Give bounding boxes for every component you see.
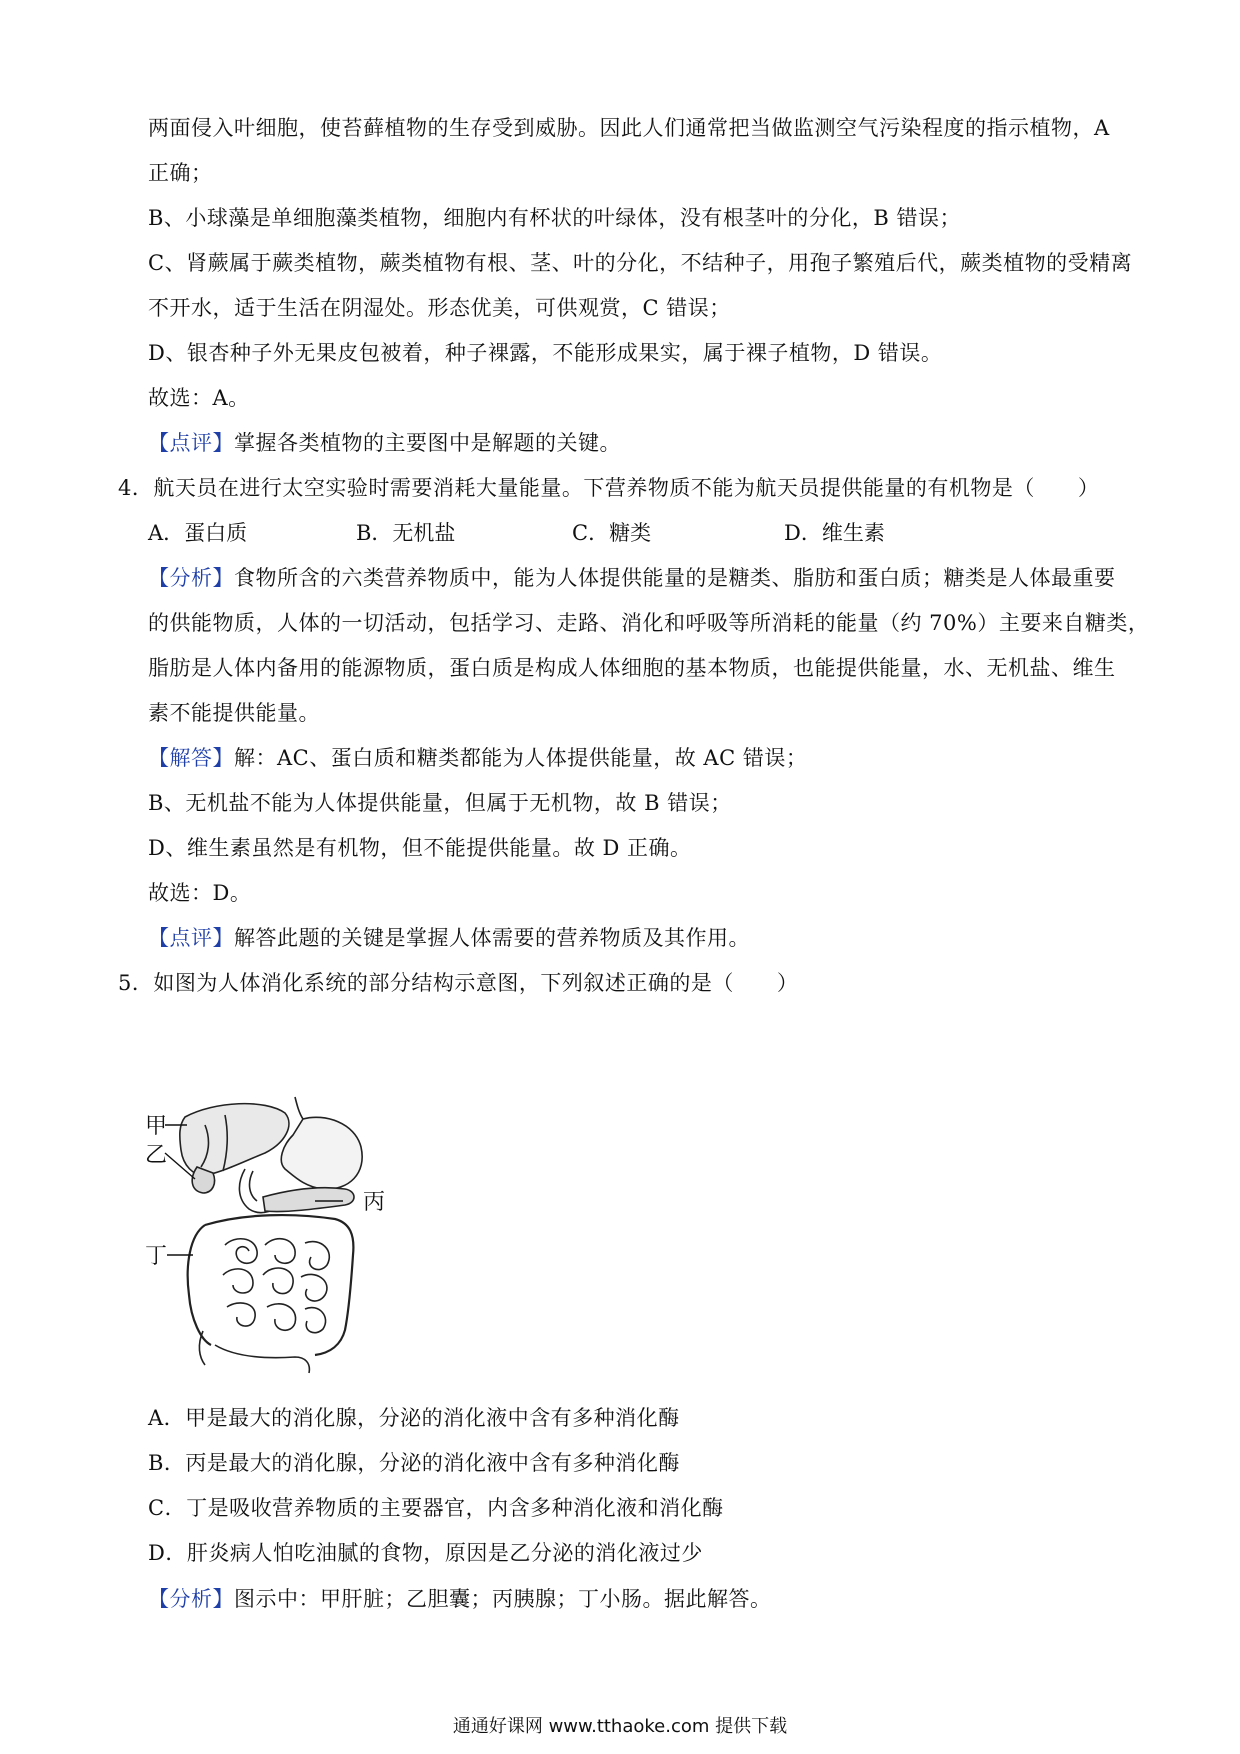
q3-option-c-explanation-1: C、肾蕨属于蕨类植物，蕨类植物有根、茎、叶的分化，不结种子，用孢子繁殖后代，蕨类植物的受精离 [148,251,1133,275]
q4-option-a: A．蛋白质 [148,521,248,545]
answer-tag: 【解答】 [148,746,234,770]
q4-options [148,518,1048,548]
q4-analysis-2: 的供能物质，人体的一切活动，包括学习、走路、消化和呼吸等所消耗的能量（约 70%）主要来自糖类， [148,611,1150,635]
label-ding: 丁 [145,1244,168,1269]
q4-analysis-4: 素不能提供能量。 [148,701,320,725]
stomach-shape [281,1117,362,1189]
q4-answer-3: D、维生素虽然是有机物，但不能提供能量。故 D 正确。 [148,836,692,860]
label-bing: 丙 [363,1190,386,1215]
comment-tag: 【点评】 [148,926,234,950]
q4-choice: 故选：D。 [148,881,252,905]
answer-text: 解：AC、蛋白质和糖类都能为人体提供能量，故 AC 错误； [234,746,808,770]
large-intestine-shape [188,1215,354,1355]
comment-tag: 【点评】 [148,431,234,455]
q4-comment [148,923,750,953]
q5-option-a: A．甲是最大的消化腺，分泌的消化液中含有多种消化酶 [148,1406,680,1430]
q4-answer-2: B、无机盐不能为人体提供能量，但属于无机物，故 B 错误； [148,791,732,815]
q3-text-line1: 两面侵入叶细胞，使苔藓植物的生存受到威胁。因此人们通常把当做监测空气污染程度的指示植物，A [148,116,1110,140]
liver-shape [180,1104,289,1176]
small-intestine-coils [223,1239,329,1333]
comment-text: 掌握各类植物的主要图中是解题的关键。 [234,431,621,455]
q5-option-d: D．肝炎病人怕吃油腻的食物，原因是乙分泌的消化液过少 [148,1541,703,1565]
q3-comment [148,428,621,458]
digestive-system-figure [145,1095,445,1385]
pancreas-shape [263,1188,354,1212]
q4-stem: 4．航天员在进行太空实验时需要消耗大量能量。下营养物质不能为航天员提供能量的有机物是（ ） [118,476,1100,500]
label-yi: 乙 [145,1143,168,1168]
comment-text: 解答此题的关键是掌握人体需要的营养物质及其作用。 [234,926,750,950]
q5-option-c: C．丁是吸收营养物质的主要器官，内含多种消化液和消化酶 [148,1496,724,1520]
q3-option-c-explanation-2: 不开水，适于生活在阴湿处。形态优美，可供观赏，C 错误； [148,296,731,320]
page-footer: 通通好课网 www.tthaoke.com 提供下载 [452,1716,788,1737]
q4-analysis-1 [148,563,1116,593]
q3-text-line2: 正确； [148,161,213,185]
q4-option-c: C．糖类 [572,521,652,545]
q5-option-b: B．丙是最大的消化腺，分泌的消化液中含有多种消化酶 [148,1451,680,1475]
analysis-text: 食物所含的六类营养物质中，能为人体提供能量的是糖类、脂肪和蛋白质；糖类是人体最重要 [234,566,1116,590]
q4-analysis-3: 脂肪是人体内备用的能源物质，蛋白质是构成人体细胞的基本物质，也能提供能量，水、无机盐、维生 [148,656,1116,680]
q3-option-b-explanation: B、小球藻是单细胞藻类植物，细胞内有杯状的叶绿体，没有根茎叶的分化，B 错误； [148,206,962,230]
q4-answer-1 [148,743,807,773]
q4-option-b: B．无机盐 [356,521,456,545]
q5-analysis [148,1584,772,1614]
analysis-tag: 【分析】 [148,566,234,590]
q3-option-d-explanation: D、银杏种子外无果皮包被着，种子裸露，不能形成果实，属于裸子植物，D 错误。 [148,341,943,365]
digestive-system-diagram [145,1095,445,1385]
label-jia: 甲 [145,1114,168,1139]
analysis-tag: 【分析】 [148,1587,234,1611]
q5-stem: 5．如图为人体消化系统的部分结构示意图，下列叙述正确的是（ ） [118,971,799,995]
q4-option-d: D．维生素 [784,521,885,545]
analysis-text: 图示中：甲肝脏；乙胆囊；丙胰腺；丁小肠。据此解答。 [234,1587,772,1611]
q3-choice: 故选：A。 [148,386,250,410]
